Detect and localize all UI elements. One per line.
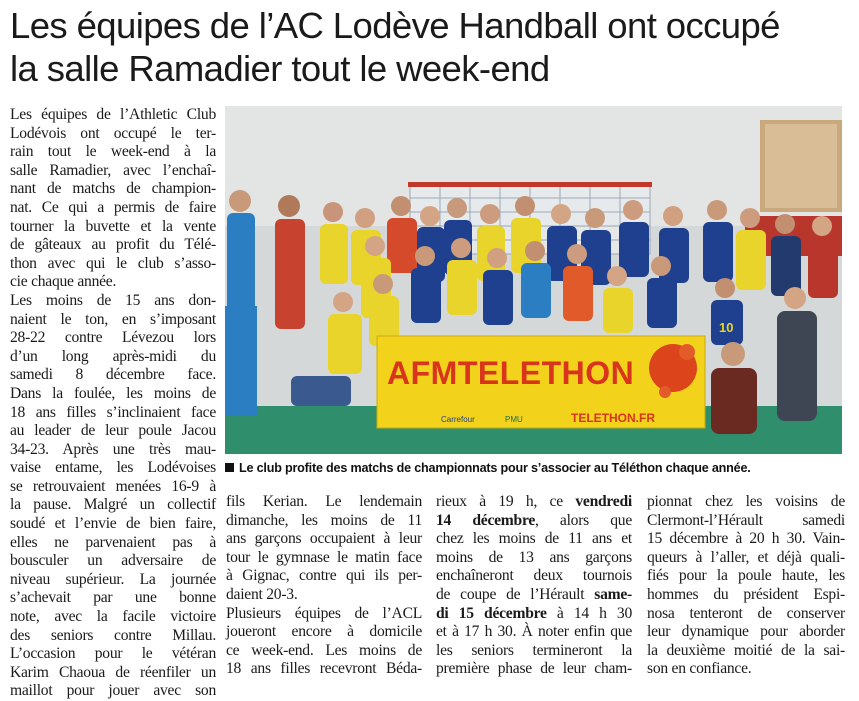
- text-line: [436, 512, 632, 531]
- headline-line-2: la salle Ramadier tout le week-end: [10, 48, 550, 89]
- team-photo: [225, 106, 842, 454]
- text-line: 18 ans filles recevront Béda-: [226, 660, 422, 678]
- text-line: tour le gymnase le matin face: [226, 548, 422, 566]
- text-line: fiés pour la poule haute, les: [647, 567, 845, 585]
- text-line: moins de 13 ans garçons: [436, 548, 632, 566]
- text-line: Les équipes de l’Athletic Club: [10, 106, 216, 123]
- text-line: la deuxième moitié de la sai-: [647, 641, 845, 659]
- text-line: Plusieurs équipes de l’ACL: [226, 604, 422, 622]
- text-line: maillot pour jouer avec son: [10, 682, 216, 700]
- text-line: 15 décembre à 20 h 30. Vain-: [647, 530, 845, 548]
- text-line: soudé et l’envie de bien faire,: [10, 515, 216, 533]
- text-line: bousculer un adversaire de: [10, 552, 216, 570]
- text-line: daient 20-3.: [226, 585, 298, 603]
- text-line: [436, 493, 632, 512]
- text-line: fils Kerian. Le lendemain: [226, 493, 422, 510]
- text-line: d’un long après-midi du: [10, 347, 216, 365]
- text-line: des seniors contre Millau.: [10, 626, 216, 644]
- text-line: 28-22 contre Lévezou lors: [10, 329, 216, 347]
- headline: [10, 4, 855, 90]
- headline-line-1: Les équipes de l’AC Lodève Handball ont occupé: [10, 5, 780, 46]
- text-segment: , alors que: [535, 511, 632, 529]
- text-line: la pause. Malgré un collectif: [10, 496, 216, 514]
- text-line: nant de matchs de champion-: [10, 180, 216, 198]
- text-line: nat. Ce qui a permis de faire: [10, 198, 216, 216]
- date-bold: di 15 décembre: [436, 604, 547, 622]
- text-line: queurs à l’aller, et déjà quali-: [647, 548, 845, 566]
- text-line: dimanche, les moins de 11: [226, 511, 422, 529]
- text-line: leur dynamique pour aborder: [647, 623, 845, 641]
- article-column-3: [436, 493, 632, 679]
- date-bold: same-: [594, 585, 632, 603]
- text-line: enchaîneront deux tournois: [436, 567, 632, 585]
- text-segment: rieux à 19 h, ce: [436, 493, 576, 510]
- text-line: nosa tenteront de conserver: [647, 604, 845, 622]
- banner-text: AFMTELETHON: [387, 355, 635, 391]
- text-line: note, avec la facile victoire: [10, 608, 216, 626]
- text-line: Les moins de 15 ans don-: [10, 291, 216, 309]
- caption-bullet-icon: [225, 463, 234, 472]
- text-line: 34-23. Après une très mau-: [10, 440, 216, 458]
- text-line: chez les moins de 11 ans et: [436, 530, 632, 548]
- text-line: Lodévois ont occupé le ter-: [10, 124, 216, 142]
- text-line: joueront encore à domicile: [226, 623, 422, 641]
- text-line: niveau supérieur. La journée: [10, 570, 216, 588]
- banner-url: TELETHON.FR: [571, 411, 655, 425]
- text-segment: à 14 h 30: [546, 604, 632, 622]
- text-line: à Gignac, contre qui ils per-: [226, 567, 422, 585]
- text-line: tourner la buvette et la vente: [10, 217, 216, 235]
- text-line: thon avec qui le club s’asso-: [10, 254, 216, 272]
- text-line: samedi 8 décembre face.: [10, 366, 216, 384]
- jersey-number: 10: [719, 320, 734, 335]
- text-line: Clermont-l’Hérault samedi: [647, 511, 845, 529]
- text-line: se retrouvaient menées 16-9 à: [10, 477, 216, 495]
- text-line: cie chaque année.: [10, 273, 117, 291]
- text-line: ce week-end. Les moins de: [226, 641, 422, 659]
- text-line: [436, 586, 632, 605]
- text-line: de gâteaux au profit du Télé-: [10, 236, 216, 254]
- caption-text: Le club profite des matchs de championnats pour s’associer au Téléthon chaque année.: [239, 461, 751, 475]
- date-bold: 14 décembre: [436, 511, 536, 529]
- text-line: rain tout le week-end à la: [10, 143, 216, 161]
- banner-sponsor-carrefour: Carrefour: [441, 415, 475, 424]
- text-line: elles ne parvenaient pas à: [10, 533, 216, 551]
- article-column-4: [647, 493, 845, 679]
- text-line: vaise entame, les Lodévoises: [10, 459, 216, 477]
- text-line: salle Ramadier, avec l’enchaî-: [10, 161, 216, 179]
- text-line: L’occasion pour le vétéran: [10, 645, 216, 663]
- text-line: ans garçons occupaient à leur: [226, 530, 422, 548]
- text-line: hommes du président Espi-: [647, 585, 845, 603]
- text-line: [436, 605, 632, 624]
- text-line: au leader de leur poule Jacou: [10, 422, 216, 440]
- date-bold: vendredi: [575, 493, 632, 510]
- text-line: première phase de leur cham-: [436, 660, 632, 678]
- text-line: son en confiance.: [647, 660, 752, 678]
- banner-sponsor-pmu: PMU: [505, 415, 523, 424]
- text-line: s’achevait par une bonne: [10, 589, 216, 607]
- text-line: Dans la foulée, les moins de: [10, 384, 216, 402]
- text-line: Karim Chaoua de réenfiler un: [10, 663, 216, 681]
- text-line: les seniors termineront la: [436, 641, 632, 659]
- text-line: 18 ans filles s’inclinaient face: [10, 403, 216, 421]
- text-segment: de coupe de l’Hérault: [436, 585, 595, 603]
- text-line: naient le ton, en s’imposant: [10, 310, 216, 328]
- photo-caption: [225, 461, 850, 475]
- article-column-1: [10, 106, 216, 701]
- article-column-2: [226, 493, 422, 679]
- text-line: et à 17 h 30. À noter enfin que: [436, 623, 632, 641]
- text-line: pionnat chez les voisins de: [647, 493, 845, 510]
